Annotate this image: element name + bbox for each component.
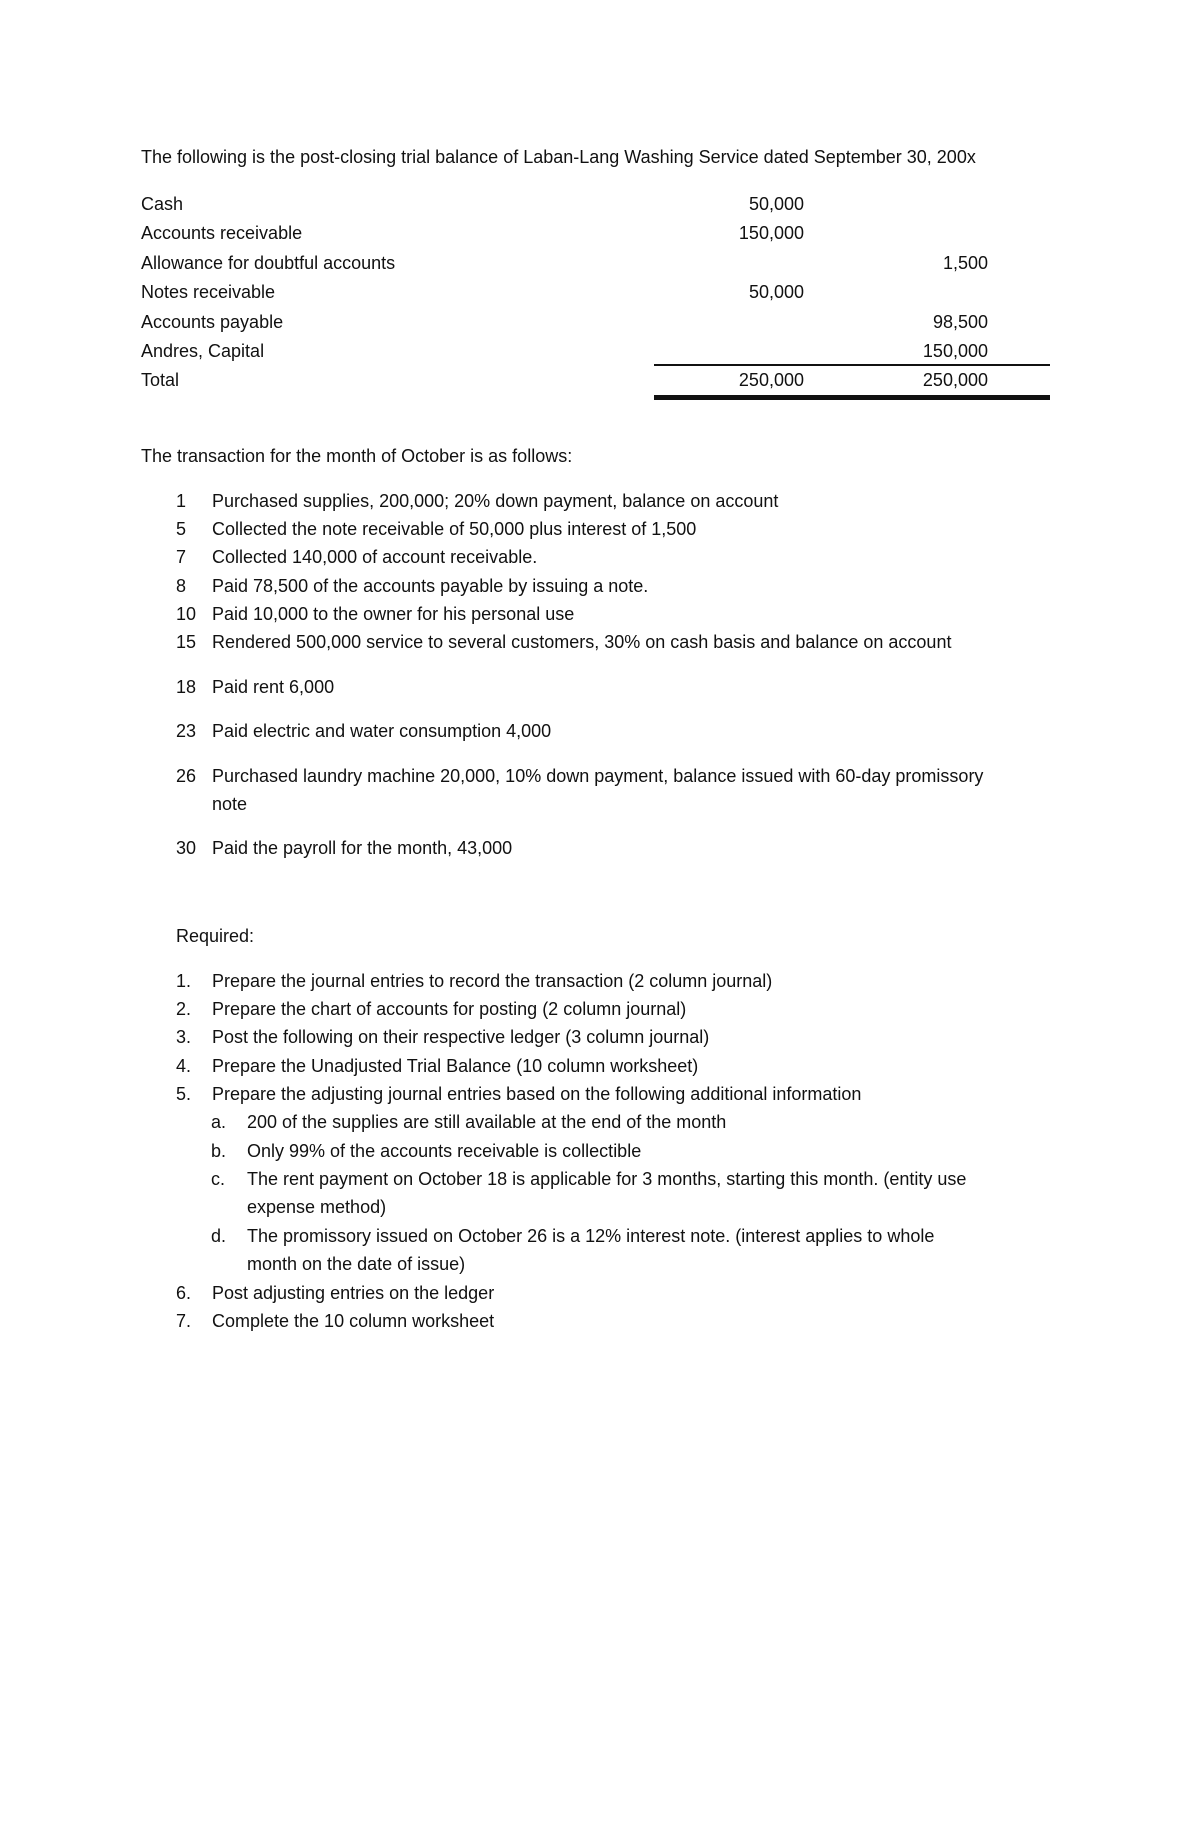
required-number: 3. xyxy=(176,1027,192,1047)
adjustment-letter: d. xyxy=(211,1226,227,1246)
required-text: Prepare the adjusting journal entries based on the following additional information xyxy=(212,1084,862,1104)
tb-credit: 1,500 xyxy=(942,253,988,273)
transaction-text: Paid 10,000 to the owner for his personal use xyxy=(212,604,575,624)
required-number: 6. xyxy=(176,1283,192,1303)
tb-total-label: Total xyxy=(141,370,180,390)
tb-account: Accounts payable xyxy=(141,312,284,332)
required-number: 4. xyxy=(176,1056,192,1076)
required-text: Post adjusting entries on the ledger xyxy=(212,1283,495,1303)
required-text: Prepare the journal entries to record the transaction (2 column journal) xyxy=(212,971,773,991)
transaction-text: Paid the payroll for the month, 43,000 xyxy=(212,838,513,858)
tb-credit: 98,500 xyxy=(932,312,988,332)
tb-total-credit: 250,000 xyxy=(922,370,988,390)
required-text: Prepare the chart of accounts for posting (2 column journal) xyxy=(212,999,687,1019)
required-number: 5. xyxy=(176,1084,192,1104)
transaction-text: Rendered 500,000 service to several customers, 30% on cash basis and balance on account xyxy=(212,632,952,652)
tb-credit: 150,000 xyxy=(922,341,988,361)
transaction-day: 10 xyxy=(176,604,197,624)
required-heading: Required: xyxy=(176,926,255,946)
transaction-text: Purchased laundry machine 20,000, 10% down payment, balance issued with 60-day promissory xyxy=(212,766,984,786)
transactions-heading: The transaction for the month of October is as follows: xyxy=(141,446,573,466)
subtotal-rule xyxy=(654,364,1050,366)
transaction-text: Paid 78,500 of the accounts payable by issuing a note. xyxy=(212,576,649,596)
transaction-text: Paid rent 6,000 xyxy=(212,677,335,697)
required-number: 1. xyxy=(176,971,192,991)
tb-account: Accounts receivable xyxy=(141,223,303,243)
required-number: 7. xyxy=(176,1311,192,1331)
tb-total-debit: 250,000 xyxy=(738,370,804,390)
transaction-text: Collected 140,000 of account receivable. xyxy=(212,547,538,567)
transaction-day: 15 xyxy=(176,632,197,652)
transaction-day: 26 xyxy=(176,766,197,786)
adjustment-letter: b. xyxy=(211,1141,227,1161)
required-text: Post the following on their respective ledger (3 column journal) xyxy=(212,1027,710,1047)
adjustment-text: Only 99% of the accounts receivable is collectible xyxy=(247,1141,642,1161)
tb-account: Notes receivable xyxy=(141,282,276,302)
intro-paragraph: The following is the post-closing trial balance of Laban-Lang Washing Service dated September 30, 200x xyxy=(141,147,976,167)
transaction-day: 7 xyxy=(176,547,187,567)
required-text: Prepare the Unadjusted Trial Balance (10 column worksheet) xyxy=(212,1056,699,1076)
required-text: Complete the 10 column worksheet xyxy=(212,1311,495,1331)
tb-account: Allowance for doubtful accounts xyxy=(141,253,396,273)
tb-debit: 50,000 xyxy=(748,194,804,214)
tb-account: Cash xyxy=(141,194,184,214)
adjustment-text: 200 of the supplies are still available at the end of the month xyxy=(247,1112,727,1132)
transaction-text: Paid electric and water consumption 4,000 xyxy=(212,721,552,741)
adjustment-letter: c. xyxy=(211,1169,226,1189)
required-number: 2. xyxy=(176,999,192,1019)
transaction-text: Collected the note receivable of 50,000 plus interest of 1,500 xyxy=(212,519,697,539)
adjustment-letter: a. xyxy=(211,1112,227,1132)
adjustment-text: The promissory issued on October 26 is a 12% interest note. (interest applies to whole xyxy=(247,1226,935,1246)
transaction-day: 18 xyxy=(176,677,197,697)
transaction-day: 5 xyxy=(176,519,187,539)
transaction-day: 1 xyxy=(176,491,187,511)
transaction-day: 30 xyxy=(176,838,197,858)
transaction-text-continued: note xyxy=(212,794,248,814)
adjustment-text-continued: month on the date of issue) xyxy=(247,1254,466,1274)
tb-debit: 150,000 xyxy=(738,223,804,243)
transaction-text: Purchased supplies, 200,000; 20% down payment, balance on account xyxy=(212,491,779,511)
transaction-day: 23 xyxy=(176,721,197,741)
total-double-rule xyxy=(654,395,1050,400)
adjustment-text: The rent payment on October 18 is applicable for 3 months, starting this month. (entity use xyxy=(247,1169,967,1189)
adjustment-text-continued: expense method) xyxy=(247,1197,387,1217)
tb-account: Andres, Capital xyxy=(141,341,265,361)
tb-debit: 50,000 xyxy=(748,282,804,302)
transaction-day: 8 xyxy=(176,576,187,596)
